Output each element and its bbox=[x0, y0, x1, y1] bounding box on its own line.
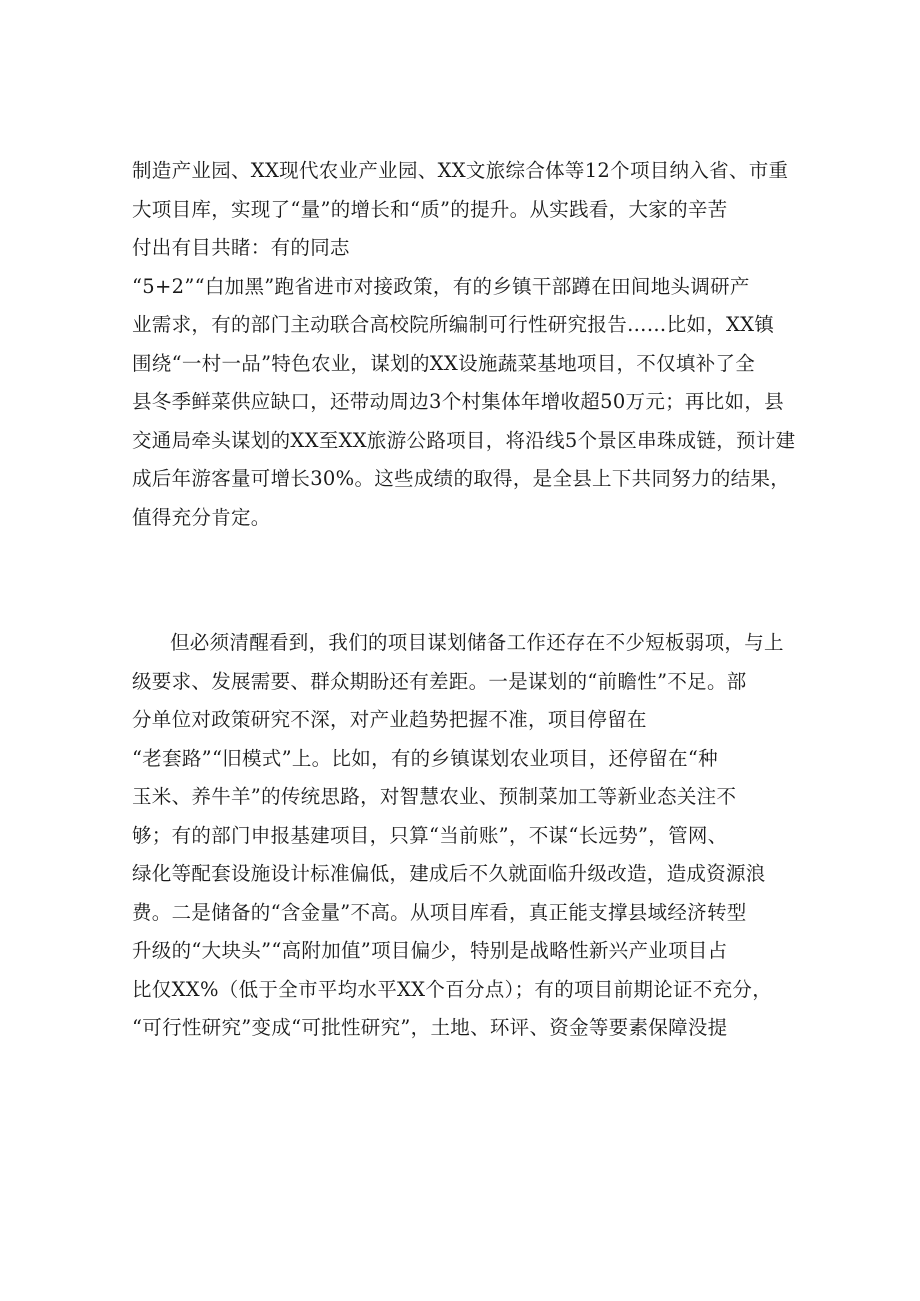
text-line: “老套路”“旧模式”上。比如，有的乡镇谋划农业项目，还停留在“种 bbox=[132, 746, 718, 770]
paragraph-achievements bbox=[132, 152, 797, 537]
text-line: 玉米、养牛羊”的传统思路，对智慧农业、预制菜加工等新业态关注不 bbox=[132, 785, 737, 808]
text-line: 县冬季鲜菜供应缺口，还带动周边3个村集体年增收超50万元；再比如，县 bbox=[132, 390, 784, 413]
text-line: 值得充分肯定。 bbox=[132, 505, 271, 529]
text-line: “可行性研究”变成“可批性研究”，土地、环评、资金等要素保障没提 bbox=[132, 1016, 728, 1039]
text-line: 分单位对政策研究不深，对产业趋势把握不准，项目停留在 bbox=[132, 708, 647, 731]
text-line: 绿化等配套设施设计标准偏低，建成后不久就面临升级改造，造成资源浪 bbox=[132, 862, 766, 885]
text-line: 成后年游客量可增长30%。这些成绩的取得，是全县上下共同努力的结果， bbox=[132, 467, 791, 490]
text-line: 够；有的部门申报基建项目，只算“当前账”，不谋“长远势”，管网、 bbox=[132, 823, 728, 847]
paragraph-shortcomings bbox=[132, 624, 797, 1048]
text-line: 交通局牵头谋划的XX至XX旅游公路项目，将沿线5个景区串珠成链，预计建 bbox=[132, 428, 796, 452]
text-line: “5+2”“白加黑”跑省进市对接政策，有的乡镇干部蹲在田间地头调研产 bbox=[132, 274, 750, 298]
text-line: 费。二是储备的“含金量”不高。从项目库看，真正能支撑县域经济转型 bbox=[132, 900, 747, 924]
text-line: 升级的“大块头”“高附加值”项目偏少，特别是战略性新兴产业项目占 bbox=[132, 939, 728, 962]
text-line: 大项目库，实现了“量”的增长和“质”的提升。从实践看，大家的辛苦 bbox=[132, 197, 728, 221]
text-line: 级要求、发展需要、群众期盼还有差距。一是谋划的“前瞻性”不足。部 bbox=[132, 669, 747, 693]
text-line: 付出有目共睹：有的同志 bbox=[132, 236, 350, 259]
text-line: 制造产业园、XX现代农业产业园、XX文旅综合体等12个项目纳入省、市重 bbox=[132, 159, 789, 182]
text-line: 比仅XX%（低于全市平均水平XX个百分点）；有的项目前期论证不充分， bbox=[132, 977, 773, 1001]
text-line: 业需求，有的部门主动联合高校院所编制可行性研究报告……比如，XX镇 bbox=[132, 313, 775, 336]
text-line: 但必须清醒看到，我们的项目谋划储备工作还存在不少短板弱项，与上 bbox=[170, 631, 784, 654]
text-line: 围绕“一村一品”特色农业，谋划的XX设施蔬菜基地项目，不仅填补了全 bbox=[132, 351, 756, 375]
